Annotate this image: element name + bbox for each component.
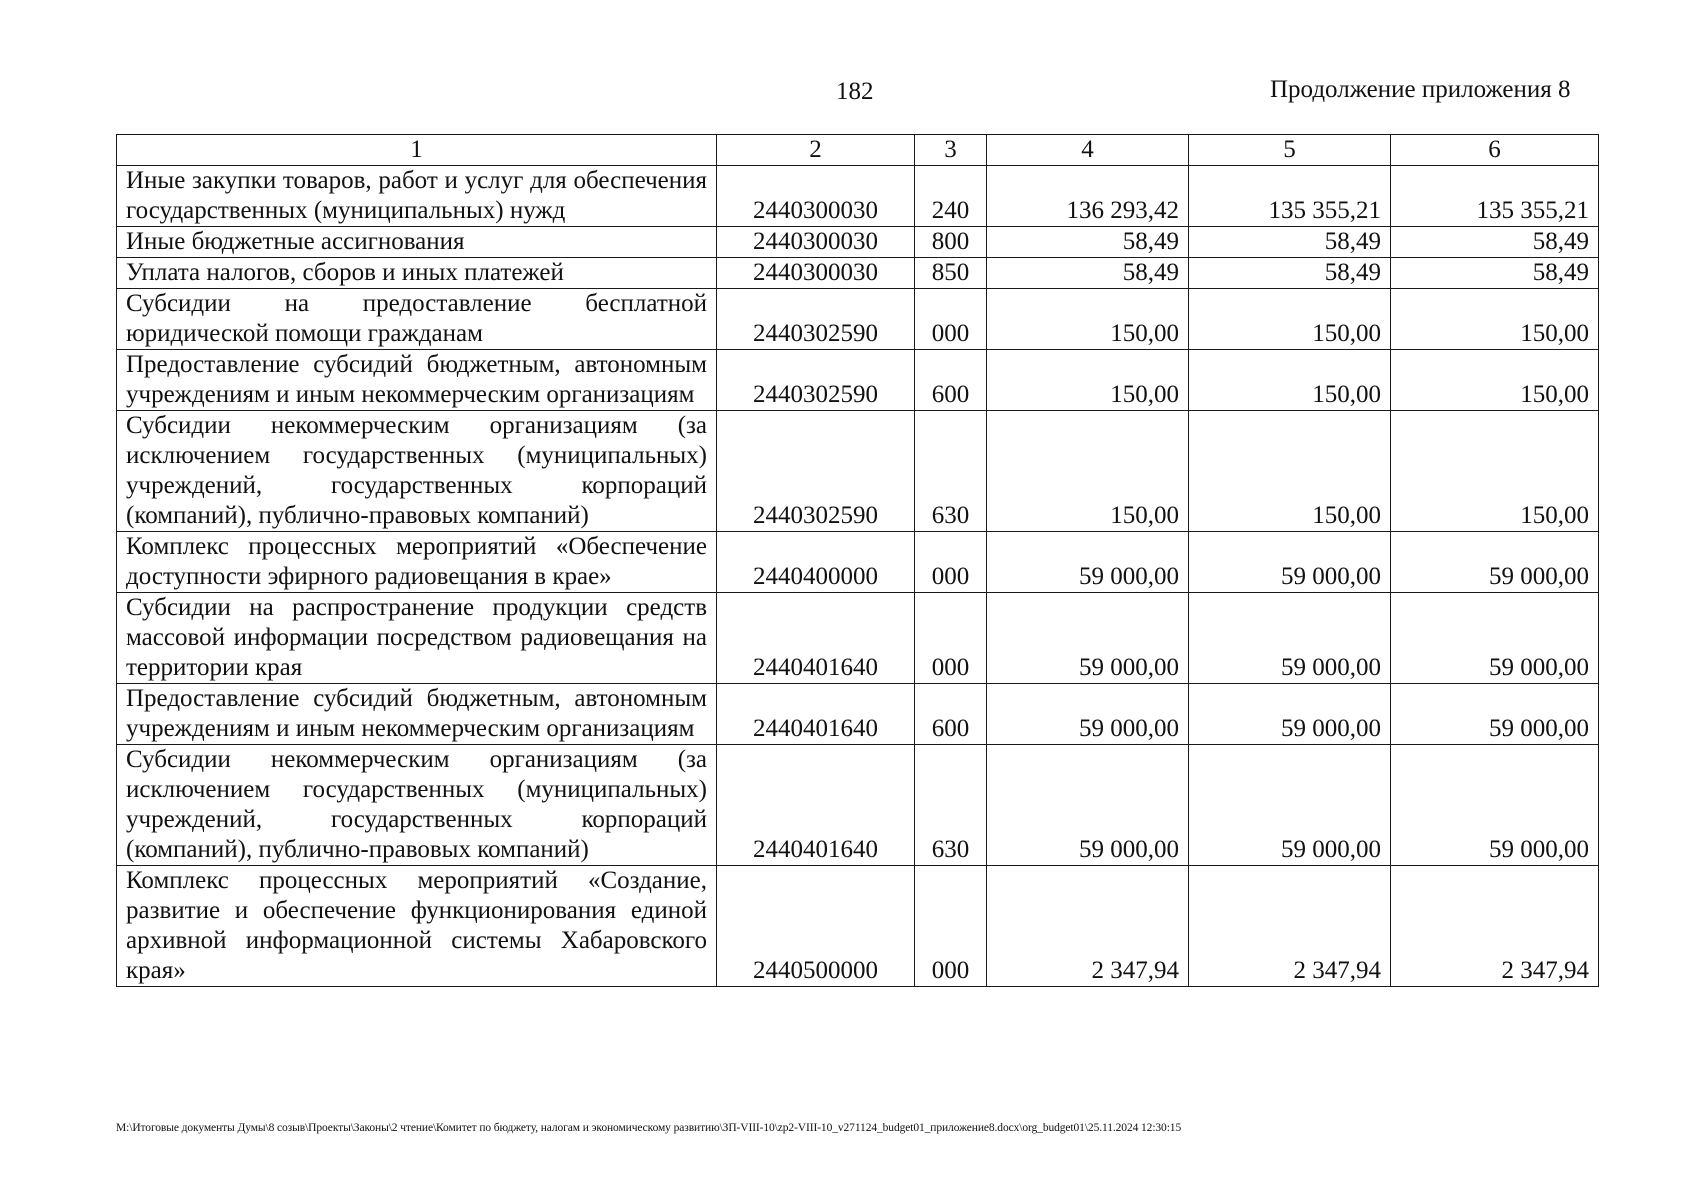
row-amount-col6: 2 347,94 — [1391, 866, 1599, 987]
row-name: Предоставление субсидий бюджетным, автономным учреждениям и иным некоммерческим организациям — [117, 684, 717, 745]
row-amount-col5: 59 000,00 — [1189, 745, 1391, 866]
table-row — [117, 745, 1599, 866]
row-expense-type: 000 — [915, 593, 987, 684]
row-name: Комплекс процессных мероприятий «Обеспечение доступности эфирного радиовещания в крае» — [117, 532, 717, 593]
row-expense-type: 800 — [915, 227, 987, 258]
row-amount-col4: 150,00 — [987, 289, 1189, 350]
row-amount-col5: 59 000,00 — [1189, 593, 1391, 684]
table-row — [117, 350, 1599, 411]
row-amount-col5: 58,49 — [1189, 227, 1391, 258]
row-amount-col5: 2 347,94 — [1189, 866, 1391, 987]
row-expense-type: 600 — [915, 684, 987, 745]
column-header-4: 4 — [987, 135, 1189, 166]
row-target-code: 2440401640 — [717, 745, 915, 866]
row-target-code: 2440302590 — [717, 350, 915, 411]
row-name: Комплекс процессных мероприятий «Создание, развитие и обеспечение функционирования единой архивной информационной системы Хабаровского края» — [117, 866, 717, 987]
row-expense-type: 850 — [915, 258, 987, 289]
row-amount-col4: 150,00 — [987, 350, 1189, 411]
row-amount-col4: 2 347,94 — [987, 866, 1189, 987]
row-name: Уплата налогов, сборов и иных платежей — [117, 258, 717, 289]
row-name: Субсидии некоммерческим организациям (за исключением государственных (муниципальных) учреждений, государственных корпораций (компаний), публично-правовых компаний) — [117, 411, 717, 532]
row-amount-col4: 59 000,00 — [987, 593, 1189, 684]
row-target-code: 2440302590 — [717, 411, 915, 532]
row-amount-col4: 59 000,00 — [987, 532, 1189, 593]
row-amount-col5: 150,00 — [1189, 289, 1391, 350]
table-row — [117, 411, 1599, 532]
row-amount-col5: 59 000,00 — [1189, 532, 1391, 593]
table-row — [117, 258, 1599, 289]
row-target-code: 2440400000 — [717, 532, 915, 593]
table-row — [117, 166, 1599, 227]
document-file-path: M:\Итоговые документы Думы\8 созыв\Проекты\Законы\2 чтение\Комитет по бюджету, налогам и экономическому развитию\ЗП-VIII-10\zp2-VIII-10_v271124_budget01_приложение8.docx\org_budget01\25.11.2024 12:30:15 — [116, 1122, 1182, 1134]
column-header-5: 5 — [1189, 135, 1391, 166]
table-row — [117, 593, 1599, 684]
row-amount-col4: 58,49 — [987, 227, 1189, 258]
row-expense-type: 000 — [915, 866, 987, 987]
row-name: Предоставление субсидий бюджетным, автономным учреждениям и иным некоммерческим организациям — [117, 350, 717, 411]
row-target-code: 2440300030 — [717, 258, 915, 289]
row-expense-type: 600 — [915, 350, 987, 411]
row-amount-col6: 59 000,00 — [1391, 745, 1599, 866]
column-header-3: 3 — [915, 135, 987, 166]
table-row — [117, 684, 1599, 745]
row-name: Субсидии на распространение продукции средств массовой информации посредством радиовещания на территории края — [117, 593, 717, 684]
column-header-6: 6 — [1391, 135, 1599, 166]
column-header-2: 2 — [717, 135, 915, 166]
row-amount-col6: 58,49 — [1391, 227, 1599, 258]
row-amount-col4: 150,00 — [987, 411, 1189, 532]
row-amount-col4: 59 000,00 — [987, 745, 1189, 866]
row-target-code: 2440401640 — [717, 684, 915, 745]
row-name: Иные закупки товаров, работ и услуг для обеспечения государственных (муниципальных) нужд — [117, 166, 717, 227]
row-amount-col6: 59 000,00 — [1391, 593, 1599, 684]
appendix-continuation-label: Продолжение приложения 8 — [1270, 76, 1571, 103]
row-amount-col6: 59 000,00 — [1391, 532, 1599, 593]
row-expense-type: 240 — [915, 166, 987, 227]
row-expense-type: 000 — [915, 289, 987, 350]
row-amount-col5: 58,49 — [1189, 258, 1391, 289]
row-name: Субсидии некоммерческим организациям (за исключением государственных (муниципальных) учреждений, государственных корпораций (компаний), публично-правовых компаний) — [117, 745, 717, 866]
row-amount-col5: 59 000,00 — [1189, 684, 1391, 745]
row-target-code: 2440302590 — [717, 289, 915, 350]
row-amount-col6: 150,00 — [1391, 350, 1599, 411]
row-target-code: 2440300030 — [717, 166, 915, 227]
row-amount-col4: 59 000,00 — [987, 684, 1189, 745]
row-amount-col5: 150,00 — [1189, 411, 1391, 532]
table-row — [117, 227, 1599, 258]
row-name: Иные бюджетные ассигнования — [117, 227, 717, 258]
row-amount-col4: 58,49 — [987, 258, 1189, 289]
row-expense-type: 630 — [915, 411, 987, 532]
page-number: 182 — [836, 78, 874, 105]
table-header-row — [117, 135, 1599, 166]
row-expense-type: 000 — [915, 532, 987, 593]
row-amount-col6: 135 355,21 — [1391, 166, 1599, 227]
row-expense-type: 630 — [915, 745, 987, 866]
column-header-1: 1 — [117, 135, 717, 166]
row-target-code: 2440300030 — [717, 227, 915, 258]
budget-table — [116, 134, 1599, 987]
row-target-code: 2440500000 — [717, 866, 915, 987]
row-amount-col4: 136 293,42 — [987, 166, 1189, 227]
row-amount-col6: 150,00 — [1391, 289, 1599, 350]
table-row — [117, 289, 1599, 350]
table-row — [117, 532, 1599, 593]
row-amount-col5: 135 355,21 — [1189, 166, 1391, 227]
row-amount-col6: 150,00 — [1391, 411, 1599, 532]
row-amount-col5: 150,00 — [1189, 350, 1391, 411]
row-target-code: 2440401640 — [717, 593, 915, 684]
row-name: Субсидии на предоставление бесплатной юридической помощи гражданам — [117, 289, 717, 350]
table-row — [117, 866, 1599, 987]
row-amount-col6: 59 000,00 — [1391, 684, 1599, 745]
row-amount-col6: 58,49 — [1391, 258, 1599, 289]
